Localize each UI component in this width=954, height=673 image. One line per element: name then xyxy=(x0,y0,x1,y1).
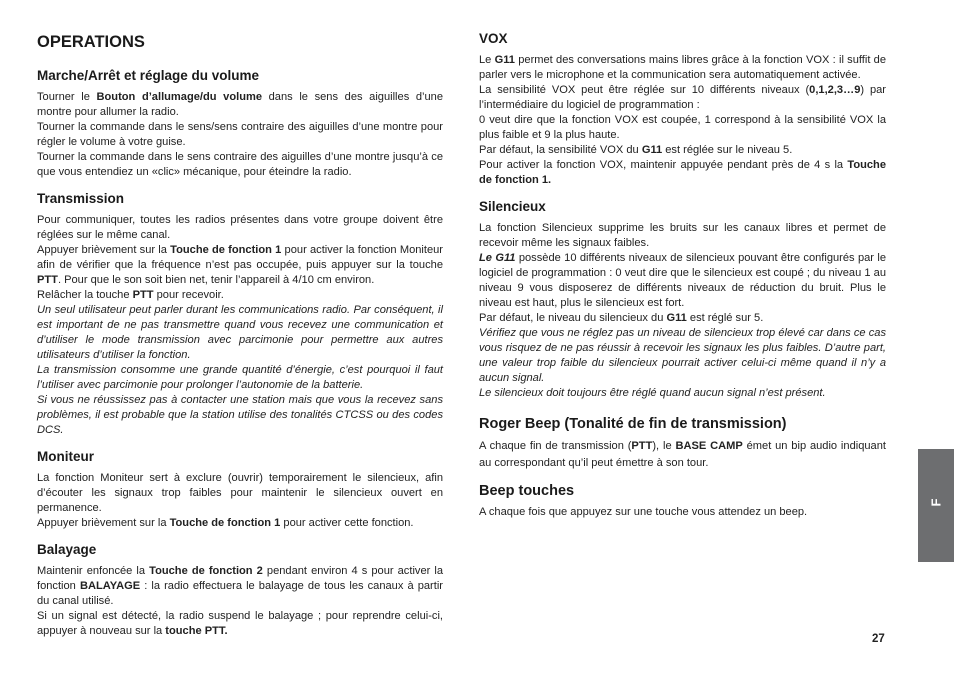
silencieux-para-3: Par défaut, le niveau du silencieux du G11 est réglé sur 5. xyxy=(479,312,764,324)
heading-volume: Marche/Arrêt et réglage du volume xyxy=(37,68,260,83)
section-balayage xyxy=(37,541,443,639)
section-volume xyxy=(37,67,443,180)
transmission-para-1: Pour communiquer, toutes les radios présentes dans votre groupe doivent être réglées sur le même canal. xyxy=(37,214,443,241)
silencieux-para-1: La fonction Silencieux supprime les bruits sur les canaux libres et permet de recevoir même les signaux faibles. xyxy=(479,222,886,249)
vox-para-4: Par défaut, la sensibilité VOX du G11 est réglée sur le niveau 5. xyxy=(479,144,793,156)
heading-balayage: Balayage xyxy=(37,542,97,557)
heading-silencieux: Silencieux xyxy=(479,199,546,214)
volume-para-3: Tourner la commande dans le sens contraire des aiguilles d’une montre jusqu’à ce que vous entendiez un «clic» mécanique, pour éteindre la radio. xyxy=(37,151,443,178)
moniteur-para-2: Appuyer brièvement sur la Touche de fonction 1 pour activer cette fonction. xyxy=(37,517,414,529)
moniteur-para-1: La fonction Moniteur sert à exclure (ouvrir) temporairement le silencieux, afin d’écouter les signaux trop faibles pour maintenir le silencieux ouvert en permanence. xyxy=(37,472,443,514)
transmission-note-1: Un seul utilisateur peut parler durant les communications radio. Par conséquent, il est important de ne pas transmettre quand vous recevez une communication et d’utiliser le mode transmission avec parcimonie pour permettre aux autres utilisateurs d’utiliser la fonction. xyxy=(37,304,443,361)
balayage-para-2: Si un signal est détecté, la radio suspend le balayage ; pour reprendre celui-ci, appuyer à nouveau sur la touche PTT. xyxy=(37,610,443,637)
section-roger-beep xyxy=(479,415,886,472)
vox-para-2: La sensibilité VOX peut être réglée sur 10 différents niveaux (0,1,2,3…9) par l’intermédiaire du logiciel de programmation : xyxy=(479,84,887,111)
heading-moniteur: Moniteur xyxy=(37,449,94,464)
left-column xyxy=(37,30,443,649)
heading-roger-beep: Roger Beep (Tonalité de fin de transmission) xyxy=(479,416,787,432)
beep-para-1: A chaque fois que appuyez sur une touche vous attendez un beep. xyxy=(479,506,808,518)
section-transmission xyxy=(37,190,443,438)
vox-para-3: 0 veut dire que la fonction VOX est coupée, 1 correspond à la sensibilité VOX la plus faible et 9 la plus haute. xyxy=(479,114,886,141)
silencieux-note-1: Vérifiez que vous ne réglez pas un niveau de silencieux trop élevé car dans ce cas vous risquez de ne pas réussir à recevoir les signaux les plus faibles. D’autre part, une valeur trop faible du silencieux pourrait activer celui-ci même quand il n’y a aucun signal. xyxy=(479,327,886,384)
heading-transmission: Transmission xyxy=(37,191,125,206)
roger-para-1: A chaque fin de transmission (PTT), le BASE CAMP émet un bip audio indiquant au correspondant qu’il peut émettre à son tour. xyxy=(479,440,886,469)
language-tab-letter: F xyxy=(928,498,944,507)
section-moniteur xyxy=(37,448,443,531)
volume-para-1: Tourner le Bouton d’allumage/du volume dans le sens des aiguilles d’une montre pour allumer la radio. xyxy=(37,91,444,118)
transmission-note-2: La transmission consomme une grande quantité d’énergie, c’est pourquoi il faut l’utiliser avec parcimonie pour prolonger l’autonomie de la batterie. xyxy=(37,364,443,391)
transmission-note-3: Si vous ne réussissez pas à contacter une station mais que vous la recevez sans problèmes, il est probable que la station utilise des tonalités CTCSS ou des codes DCS. xyxy=(37,394,443,436)
page-title: OPERATIONS xyxy=(37,33,145,51)
vox-para-5: Pour activer la fonction VOX, maintenir appuyée pendant près de 4 s la Touche de fonction 1. xyxy=(479,159,886,186)
silencieux-para-2: Le G11 possède 10 différents niveaux de silencieux pouvant être configurés par le logiciel de programmation : 0 veut dire que le silencieux est coupé ; du niveau 1 au niveau 9 vous disposerez de différents niveaux de réduction du bruit. Plus le niveau est haut, plus le silencieux est fort. xyxy=(479,252,886,309)
section-vox xyxy=(479,30,886,188)
heading-vox: VOX xyxy=(479,31,508,46)
right-column xyxy=(479,30,886,530)
silencieux-note-2: Le silencieux doit toujours être réglé quand aucun signal n’est présent. xyxy=(479,387,826,399)
section-silencieux xyxy=(479,198,886,401)
vox-para-1: Le G11 permet des conversations mains libres grâce à la fonction VOX : il suffit de parler vers le microphone et la communication sera automatiquement activée. xyxy=(479,54,887,81)
volume-para-2: Tourner la commande dans le sens/sens contraire des aiguilles d’une montre pour régler le volume à votre guise. xyxy=(37,121,443,148)
transmission-para-2: Appuyer brièvement sur la Touche de fonction 1 pour activer la fonction Moniteur afin de vérifier que la fréquence n’est pas occupée, puis appuyer sur la touche PTT. Pour que le son soit bien net, tenir l’appareil à 4/10 cm environ. xyxy=(37,244,443,286)
page-number: 27 xyxy=(872,633,885,645)
heading-beep-touches: Beep touches xyxy=(479,483,575,499)
transmission-para-3: Relâcher la touche PTT pour recevoir. xyxy=(37,289,224,301)
balayage-para-1: Maintenir enfoncée la Touche de fonction 2 pendant environ 4 s pour activer la fonction BALAYAGE : la radio effectuera le balayage de tous les canaux à partir du canal utilisé. xyxy=(37,565,444,607)
section-beep-touches xyxy=(479,482,886,520)
language-side-tab xyxy=(918,449,954,562)
